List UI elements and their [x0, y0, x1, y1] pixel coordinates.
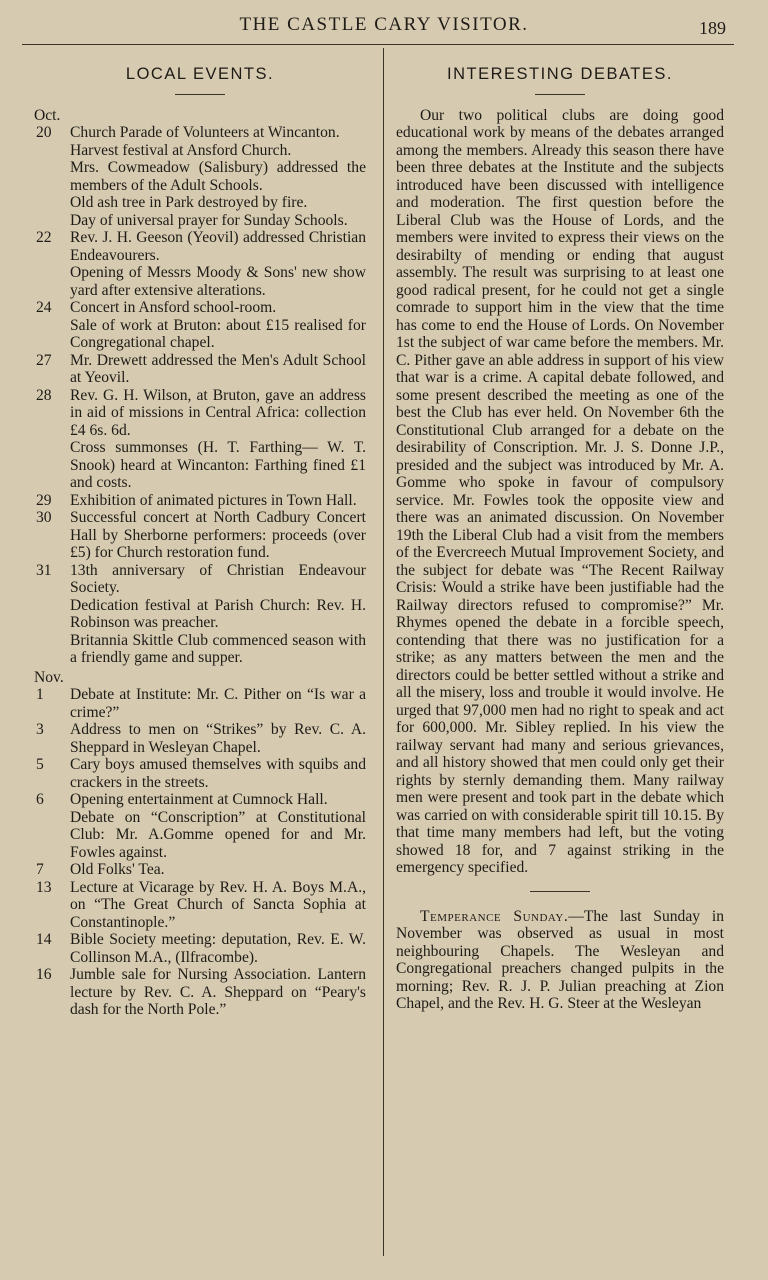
event-date: 14: [36, 931, 52, 948]
event-item: Mr. Drewett addressed the Men's Adult School at Yeovil.: [70, 351, 366, 386]
event-item: Opening of Messrs Moody & Sons' new show yard after extensive alterations.: [70, 264, 366, 299]
month-label: Nov.: [34, 668, 64, 686]
event-date: 30: [36, 509, 52, 526]
event-entry: [34, 229, 366, 299]
event-items: [70, 931, 366, 966]
event-items: [70, 562, 366, 667]
event-items: [70, 879, 366, 932]
event-entry: [34, 686, 366, 721]
event-item: Lecture at Vicarage by Rev. H. A. Boys M.A., on “The Great Church of Sancta Sophia at Constantinople.”: [70, 878, 366, 931]
event-items: [70, 387, 366, 492]
event-item: Debate on “Conscription” at Constitutional Club: Mr. A.Gomme opened for and Mr. Fowles against.: [70, 808, 366, 861]
event-entry: [34, 492, 366, 510]
event-entry: [34, 352, 366, 387]
event-item: Debate at Institute: Mr. C. Pither on “Is war a crime?”: [70, 686, 366, 721]
event-item: 13th anniversary of Christian Endeavour Society.: [70, 561, 366, 596]
event-item: Jumble sale for Nursing Association. Lantern lecture by Rev. C. A. Sheppard on “Peary's dash for the North Pole.”: [70, 966, 366, 1018]
event-entry: [34, 861, 366, 879]
section-rule: [530, 891, 590, 892]
heading-rule: [535, 94, 585, 95]
event-item: Old Folks' Tea.: [70, 861, 165, 878]
event-date: 13: [36, 878, 52, 896]
event-items: [70, 861, 366, 879]
event-item: Mrs. Cowmeadow (Salisbury) addressed the members of the Adult Schools.: [70, 159, 366, 194]
debates-heading: INTERESTING DEBATES.: [447, 65, 673, 83]
temperance-article: [396, 908, 724, 1013]
event-date: 5: [36, 756, 44, 773]
running-head: THE CASTLE CARY VISITOR.: [239, 14, 529, 35]
event-date: 1: [36, 686, 44, 703]
event-item: Opening entertainment at Cumnock Hall.: [70, 791, 328, 808]
temperance-body: —The last Sunday in November was observed as usual in most neighbouring Chapels. The Wesleyan and Congregational preachers changed pulpits in the morning; Rev. R. J. P. Julian preaching at Zion Chapel, and the Rev. H. G. Steer at the Wesleyan: [396, 907, 724, 1012]
event-entry: [34, 966, 366, 1019]
event-item: Harvest festival at Ansford Church.: [70, 141, 292, 159]
event-item: Successful concert at North Cadbury Concert Hall by Sherborne performers: proceeds (over £5) for Church restoration fund.: [70, 509, 366, 561]
event-items: [70, 299, 366, 352]
event-item: Britannia Skittle Club commenced season with a friendly game and supper.: [70, 631, 366, 666]
event-entry: [34, 756, 366, 791]
event-items: [70, 721, 366, 756]
event-item: Rev. J. H. Geeson (Yeovil) addressed Christian Endeavourers.: [70, 229, 366, 264]
event-date: 20: [36, 124, 52, 141]
event-items: [70, 791, 366, 861]
event-item: Cross summonses (H. T. Farthing— W. T. Snook) heard at Wincanton: Farthing fined £1 and costs.: [70, 439, 366, 491]
local-events-column: [34, 60, 366, 1019]
local-events-heading: LOCAL EVENTS.: [125, 65, 275, 83]
event-entry: [34, 791, 366, 861]
event-item: Exhibition of animated pictures in Town Hall.: [70, 491, 357, 509]
event-items: [70, 229, 366, 299]
event-item: Concert in Ansford school-room.: [70, 299, 277, 316]
event-item: Cary boys amused themselves with squibs and crackers in the streets.: [70, 756, 366, 791]
event-entry: [34, 124, 366, 229]
event-entry: [34, 509, 366, 562]
event-items: [70, 756, 366, 791]
event-item: Rev. G. H. Wilson, at Bruton, gave an address in aid of missions in Central Africa: collection £4 6s. 6d.: [70, 386, 366, 439]
event-items: [70, 124, 366, 229]
event-entry: [34, 931, 366, 966]
event-items: [70, 352, 366, 387]
event-date: 16: [36, 966, 52, 983]
event-entry: [34, 299, 366, 352]
event-date: 7: [36, 861, 44, 878]
event-entry: [34, 879, 366, 932]
temperance-lead: Temperance Sunday.: [420, 907, 569, 925]
event-date: 28: [36, 386, 52, 404]
event-entry: [34, 562, 366, 667]
event-items: [70, 509, 366, 562]
event-items: [70, 686, 366, 721]
event-item: Old ash tree in Park destroyed by fire.: [70, 194, 308, 211]
event-item: Sale of work at Bruton: about £15 realised for Congregational chapel.: [70, 316, 366, 351]
event-items: [70, 966, 366, 1019]
event-date: 29: [36, 491, 52, 509]
page-number: 189: [699, 18, 726, 38]
event-items: [70, 492, 366, 510]
event-date: 24: [36, 299, 52, 316]
debates-column: [396, 60, 724, 1013]
heading-rule: [175, 94, 225, 95]
event-date: 31: [36, 561, 52, 579]
event-item: Bible Society meeting: deputation, Rev. E. W. Collinson M.A., (Ilfracombe).: [70, 931, 366, 966]
event-item: Address to men on “Strikes” by Rev. C. A. Sheppard in Wesleyan Chapel.: [70, 721, 366, 756]
event-date: 3: [36, 721, 44, 738]
column-divider: [383, 48, 384, 1256]
event-item: Church Parade of Volunteers at Wincanton.: [70, 124, 340, 141]
event-entry: [34, 721, 366, 756]
event-item: Day of universal prayer for Sunday Schools.: [70, 211, 348, 229]
event-date: 6: [36, 791, 44, 808]
event-item: Dedication festival at Parish Church: Rev. H. Robinson was preacher.: [70, 596, 366, 631]
event-date: 27: [36, 351, 52, 369]
header-rule: [22, 44, 734, 45]
event-date: 22: [36, 229, 52, 246]
event-entry: [34, 387, 366, 492]
month-label: Oct.: [34, 106, 61, 124]
events-list: [34, 107, 366, 1019]
debates-article: Our two political clubs are doing good educational work by means of the debates arranged among the members. Already this season there have been three debates at the Institute and the subjects introduced have been discussed with intelligence and moderation. The first question before the Liberal Club was the House of Lords, and the members were invited to express their views on the desirabilty of mending or ending that august assembly. The result was surprising to at least one good radical present, for he could not get a single comrade to support him in the view that the time has come to end the House of Lords. On November 1st the subject of war came before the members. Mr. C. Pither gave an able address in support of his view that war is a crime. A capital debate followed, and some present described the meeting as one of the best the Club has ever held. On November 6th the Constitutional Club arranged for a debate on the desirability of Conscription. Mr. J. S. Donne J.P., presided and the subject was introduced by Mr. A. Gomme who spoke in favour of compulsory service. Mr. Fowles took the opposite view and there was an animated discussion. On November 19th the Liberal Club had a visit from the members of the Evercreech Mutual Improvement Society, and the subject for debate was “The Recent Railway Crisis: Would a strike have been justifiable had the Railway directors refused to compromise?” Mr. Rhymes opened the debate in a forcible speech, contending that there was no justification for a strike; as any matters between the men and the directors could be better settled without a strike and all the misery, loss and trouble it would involve. He urged that 97,000 men had no right to speak and act for 600,000. Mr. Sibley replied. In his view the railway servant had many and serious grievances, and all history showed that men could only get their rights by sternly demanding them. Many railway men were present and took part in the debate which was carried on with considerable spirit till 10.15. By that time many members had left, but the voting showed 18 for, and 7 against striking in the emergency specified.: [396, 106, 724, 876]
